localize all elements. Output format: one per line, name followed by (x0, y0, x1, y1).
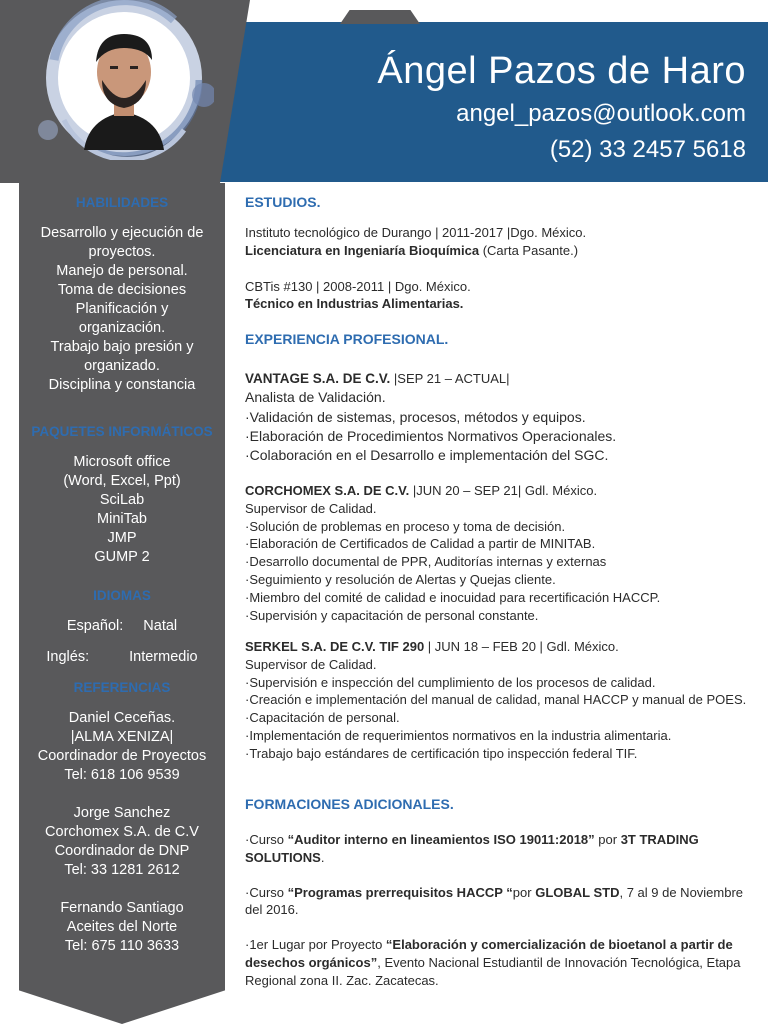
skill-item: Toma de decisiones (57, 282, 187, 298)
training-text: por (512, 884, 536, 900)
reference-company: Aceites del Norte (66, 919, 178, 935)
job-task: ·Colaboración en el Desarrollo e implementación del SGC. (245, 447, 609, 464)
training-text: ·Curso (245, 832, 288, 847)
training-text: por (594, 832, 621, 847)
training-text: ·Curso (245, 884, 288, 900)
job-company: VANTAGE S.A. DE C.V. (245, 371, 391, 386)
reference-name: Jorge Sanchez (73, 805, 171, 821)
reference-phone: Tel: 618 106 9539 (64, 767, 180, 783)
job-role: Analista de Validación. (245, 389, 386, 406)
job-entry (245, 638, 750, 763)
job-task: ·Solución de problemas en proceso y toma de decisión. (245, 518, 566, 534)
training-text: , Evento Nacional Estudiantil de Innovación Tecnológica, Etapa Regional zona II. Zac. Zacatecas. (245, 954, 741, 988)
software-title: PAQUETES INFORMÁTICOS (31, 424, 213, 439)
reference-role: Coordinador de DNP (54, 843, 190, 859)
job-task: ·Elaboración de Procedimientos Normativos Operacionales. (245, 427, 617, 444)
job-task: ·Trabajo bajo estándares de certificación tipo inspección federal TIF. (245, 745, 638, 761)
job-task: ·Desarrollo documental de PPR, Auditorías internas y externas (245, 554, 607, 570)
job-task: ·Supervisión y capacitación de personal constante. (245, 607, 539, 623)
job-task: ·Miembro del comité de calidad e inocuidad para recertificación HACCP. (245, 589, 661, 605)
job-task: ·Seguimiento y resolución de Alertas y Quejas cliente. (245, 571, 556, 587)
candidate-phone: (52) 33 2457 5618 (549, 136, 746, 163)
training-title: FORMACIONES ADICIONALES. (245, 796, 454, 812)
training-provider: 3T TRADING SOLUTIONS (245, 832, 699, 865)
job-task: ·Supervisión e inspección del cumplimiento de los procesos de calidad. (245, 674, 656, 690)
skill-item: Manejo de personal. (56, 263, 188, 279)
software-section (19, 422, 225, 567)
training-project: “Elaboración y comercialización de bioetanol a partir de desechos orgánicos” (245, 937, 733, 970)
studies-section (245, 224, 750, 313)
education-degree (245, 242, 750, 260)
reference-name: Daniel Ceceñas. (68, 710, 176, 726)
skill-item: Desarrollo y ejecución de proyectos. (40, 225, 204, 260)
skill-item: Planificación y organización. (75, 301, 169, 336)
languages-title: IDIOMAS (93, 588, 151, 603)
training-course: “Auditor interno en lineamientos ISO 19011:2018” (287, 832, 595, 847)
education-line: CBTis #130 | 2008-2011 | Dgo. México. (245, 278, 471, 294)
job-role: Supervisor de Calidad. (245, 500, 377, 516)
references-section (19, 678, 225, 956)
skill-item: Trabajo bajo presión y organizado. (50, 339, 194, 374)
software-item: SciLab (99, 492, 145, 508)
software-item: (Word, Excel, Ppt) (63, 473, 181, 489)
language-level: Intermedio (129, 649, 198, 665)
training-item (245, 884, 750, 920)
job-entry (245, 369, 750, 465)
training-provider: GLOBAL STD (535, 884, 620, 900)
training-text: . (320, 849, 325, 865)
job-period: |JUN 20 – SEP 21| Gdl. México. (409, 483, 598, 498)
job-task: ·Implementación de requerimientos normativos en la industria alimentaria. (245, 727, 672, 743)
job-task: ·Validación de sistemas, procesos, métodos y equipos. (245, 408, 586, 425)
training-text: ·1er Lugar por Proyecto (245, 937, 386, 953)
skills-title: HABILIDADES (75, 195, 169, 210)
candidate-name: Ángel Pazos de Haro (377, 50, 746, 92)
job-task: ·Creación e implementación del manual de calidad, manal HACCP y manual de POES. (245, 692, 747, 708)
reference-role: Coordinador de Proyectos (37, 748, 207, 764)
job-task: ·Capacitación de personal. (245, 710, 400, 726)
education-line: Instituto tecnológico de Durango | 2011-2017 |Dgo. México. (245, 225, 587, 240)
software-item: Microsoft office (73, 454, 171, 470)
job-entry (245, 482, 750, 624)
reference-entry (19, 709, 225, 785)
header-notch (340, 10, 420, 24)
reference-name: Fernando Santiago (60, 900, 184, 916)
training-section (245, 831, 750, 990)
job-task: ·Elaboración de Certificados de Calidad a partir de MINITAB. (245, 536, 596, 552)
references-title: REFERENCIAS (73, 680, 171, 695)
job-company: CORCHOMEX S.A. DE C.V. (245, 483, 410, 498)
language-name: Inglés: (46, 649, 90, 665)
degree-note: (Carta Pasante.) (479, 242, 579, 258)
job-role: Supervisor de Calidad. (245, 656, 377, 672)
training-item (245, 936, 750, 989)
reference-phone: Tel: 675 110 3633 (64, 938, 180, 954)
studies-title: ESTUDIOS. (245, 194, 321, 210)
skills-section (19, 193, 225, 395)
reference-company: Corchomex S.A. de C.V (45, 824, 199, 840)
education-degree: Técnico en Industrias Alimentarias. (245, 296, 464, 312)
candidate-email[interactable]: angel_pazos@outlook.com (456, 100, 746, 127)
languages-section (19, 586, 225, 667)
training-item (245, 831, 750, 867)
reference-entry (19, 804, 225, 880)
degree-title: Licenciatura en Ingeniaría Bioquímica (245, 242, 480, 258)
job-company: SERKEL S.A. DE C.V. TIF 290 (245, 639, 425, 654)
software-item: JMP (107, 530, 137, 546)
skill-item: Disciplina y constancia (48, 377, 196, 393)
language-level: Natal (143, 618, 178, 634)
job-period: |SEP 21 – ACTUAL| (390, 371, 510, 386)
experience-title: EXPERIENCIA PROFESIONAL. (245, 331, 449, 347)
job-period: | JUN 18 – FEB 20 | Gdl. México. (424, 639, 619, 654)
training-text: , 7 al 9 de Noviembre del 2016. (245, 884, 744, 918)
profile-photo (34, 0, 214, 160)
reference-entry (19, 899, 225, 956)
software-item: GUMP 2 (94, 549, 150, 565)
software-item: MiniTab (97, 511, 147, 527)
training-course: “Programas prerrequisitos HACCP “ (287, 884, 513, 900)
reference-company: |ALMA XENIZA| (70, 729, 174, 745)
reference-phone: Tel: 33 1281 2612 (64, 862, 180, 878)
language-name: Español: (66, 618, 124, 634)
